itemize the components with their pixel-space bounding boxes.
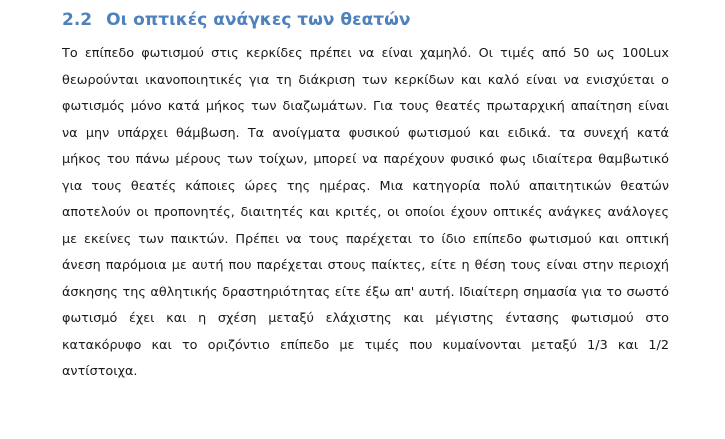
body-paragraph bbox=[62, 41, 669, 386]
paragraph-line: να μην υπάρχει θάμβωση. Τα ανοίγματα φυσικού φωτισμού και ειδικά. τα συνεχή κατά bbox=[62, 125, 669, 141]
paragraph-line: για τους θεατές κάποιες ώρες της ημέρας. Μια κατηγορία πολύ απαιτητικών θεατών bbox=[62, 178, 669, 194]
section-heading bbox=[62, 8, 410, 32]
paragraph-line: θεωρούνται ικανοποιητικές για τη διάκριση των κερκίδων και καλό είναι να ενισχύεται ο bbox=[62, 72, 669, 88]
paragraph-line: φωτισμός μόνο κατά μήκος των διαζωμάτων. Για τους θεατές πρωταρχική απαίτηση είναι bbox=[62, 99, 669, 114]
paragraph-line: αποτελούν οι προπονητές, διαιτητές και κριτές, οι οποίοι έχουν οπτικές ανάγκες ανάλογες bbox=[62, 205, 669, 220]
section-number: 2.2 bbox=[62, 10, 93, 30]
paragraph-line: άνεση παρόμοια με αυτή που παρέχεται στους παίκτες, είτε η θέση τους είναι στην περιοχή bbox=[62, 258, 669, 273]
paragraph-line: μήκος του πάνω μέρους των τοίχων, μπορεί να παρέχουν φυσικό φως ιδιαίτερα θαμβωτικό bbox=[62, 152, 669, 167]
paragraph-line: φωτισμό έχει και η σχέση μεταξύ ελάχιστης και μέγιστης έντασης φωτισμού στο bbox=[62, 311, 669, 326]
paragraph-line: Το επίπεδο φωτισμού στις κερκίδες πρέπει να είναι χαμηλό. Οι τιμές από 50 ως 100Lux bbox=[62, 46, 669, 61]
paragraph-line: αντίστοιχα. bbox=[62, 364, 138, 379]
paragraph-line: κατακόρυφο και το οριζόντιο επίπεδο με τιμές που κυμαίνονται μεταξύ 1/3 και 1/2 bbox=[62, 337, 669, 353]
section-title: Οι οπτικές ανάγκες των θεατών bbox=[106, 10, 411, 30]
paragraph-line: με εκείνες των παικτών. Πρέπει να τους παρέχεται το ίδιο επίπεδο φωτισμού και οπτική bbox=[62, 231, 669, 247]
paragraph-line: άσκησης της αθλητικής δραστηριότητας είτε έξω απ' αυτή. Ιδιαίτερη σημασία για το σωστό bbox=[62, 284, 669, 300]
